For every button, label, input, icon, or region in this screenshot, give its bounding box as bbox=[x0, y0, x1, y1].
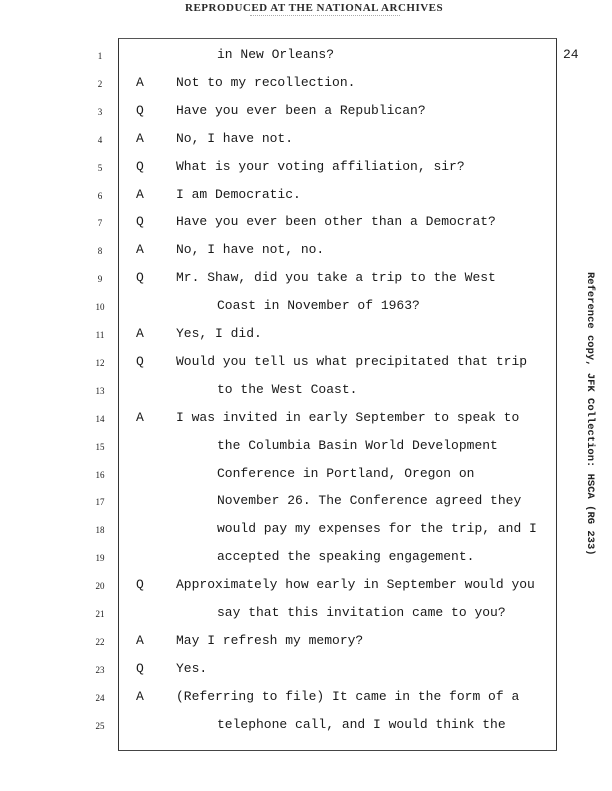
line-text: I am Democratic. bbox=[176, 186, 301, 202]
line-text: Would you tell us what precipitated that trip bbox=[176, 353, 528, 369]
transcript-line bbox=[0, 131, 612, 159]
transcript-line bbox=[0, 633, 612, 661]
line-number: 16 bbox=[95, 469, 105, 480]
line-number: 5 bbox=[97, 162, 103, 173]
line-number: 18 bbox=[95, 525, 105, 536]
transcript-line bbox=[0, 549, 612, 577]
transcript-line bbox=[0, 47, 612, 75]
line-text: say that this invitation came to you? bbox=[217, 605, 506, 620]
transcript-line bbox=[0, 605, 612, 633]
transcript-line bbox=[0, 298, 612, 326]
line-number: 21 bbox=[95, 609, 105, 619]
transcript-line bbox=[0, 242, 612, 270]
transcript-line bbox=[0, 410, 612, 438]
transcript-line bbox=[0, 577, 612, 605]
transcript-line bbox=[0, 75, 612, 103]
speaker-label: Q bbox=[136, 577, 144, 593]
reference-copy-note: Reference copy, JFK Collection: HSCA (RG 233) bbox=[584, 272, 596, 556]
speaker-label: Q bbox=[136, 158, 144, 174]
transcript-line bbox=[0, 214, 612, 242]
line-text: No, I have not. bbox=[176, 130, 294, 146]
speaker-label: A bbox=[136, 74, 144, 90]
speaker-label: Q bbox=[136, 270, 144, 286]
speaker-label: Q bbox=[136, 102, 144, 118]
line-text: What is your voting affiliation, sir? bbox=[176, 158, 465, 174]
line-text: in New Orleans? bbox=[217, 47, 335, 62]
transcript-line bbox=[0, 159, 612, 187]
line-number: 2 bbox=[97, 78, 103, 89]
transcript-line bbox=[0, 270, 612, 298]
transcript-line bbox=[0, 326, 612, 354]
line-number: 15 bbox=[95, 441, 105, 452]
speaker-label: A bbox=[136, 688, 144, 704]
line-number: 6 bbox=[97, 190, 103, 201]
transcript-line bbox=[0, 438, 612, 466]
transcript-line bbox=[0, 103, 612, 131]
transcript-line bbox=[0, 661, 612, 689]
line-text: May I refresh my memory? bbox=[176, 632, 364, 648]
line-number: 9 bbox=[97, 274, 103, 285]
line-text: I was invited in early September to speak to bbox=[176, 409, 520, 425]
line-number: 22 bbox=[95, 636, 105, 647]
line-text: Yes. bbox=[176, 660, 208, 676]
line-text: Not to my recollection. bbox=[176, 74, 356, 90]
line-text: (Referring to file) It came in the form of a bbox=[176, 688, 520, 704]
speaker-label: A bbox=[136, 242, 144, 258]
line-number: 19 bbox=[95, 553, 105, 564]
line-text: No, I have not, no. bbox=[176, 242, 325, 258]
bottom-rule bbox=[118, 750, 557, 751]
line-text: Mr. Shaw, did you take a trip to the West bbox=[176, 270, 496, 286]
transcript-line bbox=[0, 187, 612, 215]
stamp-underline bbox=[250, 15, 400, 20]
line-number: 14 bbox=[95, 413, 105, 424]
archives-stamp: REPRODUCED AT THE NATIONAL ARCHIVES bbox=[185, 2, 444, 14]
line-number: 1 bbox=[97, 51, 103, 61]
speaker-label: Q bbox=[136, 660, 144, 676]
transcript-line bbox=[0, 354, 612, 382]
line-number: 12 bbox=[95, 357, 105, 368]
line-text: Have you ever been other than a Democrat? bbox=[176, 214, 496, 230]
line-text: telephone call, and I would think the bbox=[217, 716, 506, 732]
speaker-label: Q bbox=[136, 214, 144, 230]
line-number: 8 bbox=[97, 246, 103, 257]
speaker-label: A bbox=[136, 409, 144, 425]
line-number: 4 bbox=[97, 134, 103, 145]
speaker-label: Q bbox=[136, 353, 144, 369]
line-text: Yes, I did. bbox=[176, 326, 262, 341]
transcript-line bbox=[0, 493, 612, 521]
line-text: accepted the speaking engagement. bbox=[217, 549, 475, 565]
line-text: November 26. The Conference agreed they bbox=[217, 493, 522, 509]
transcript-line bbox=[0, 521, 612, 549]
line-text: Conference in Portland, Oregon on bbox=[217, 465, 475, 481]
line-text: the Columbia Basin World Development bbox=[217, 437, 498, 453]
transcript-line bbox=[0, 466, 612, 494]
speaker-label: A bbox=[136, 326, 144, 341]
line-number: 3 bbox=[97, 106, 103, 117]
transcript-line bbox=[0, 717, 612, 745]
line-text: Approximately how early in September would you bbox=[176, 577, 535, 593]
speaker-label: A bbox=[136, 186, 144, 202]
speaker-label: A bbox=[136, 632, 144, 648]
line-text: Coast in November of 1963? bbox=[217, 298, 420, 314]
line-text: to the West Coast. bbox=[217, 381, 358, 397]
line-number: 13 bbox=[95, 385, 105, 396]
line-number: 25 bbox=[95, 720, 105, 731]
speaker-label: A bbox=[136, 130, 144, 146]
line-number: 11 bbox=[95, 330, 105, 340]
line-number: 17 bbox=[95, 497, 105, 508]
page-number: 24 bbox=[563, 47, 579, 62]
line-number: 24 bbox=[95, 692, 105, 703]
line-text: Have you ever been a Republican? bbox=[176, 102, 426, 118]
transcript-line bbox=[0, 689, 612, 717]
line-number: 20 bbox=[95, 581, 105, 592]
line-number: 23 bbox=[95, 664, 105, 675]
line-text: would pay my expenses for the trip, and I bbox=[217, 521, 537, 537]
line-number: 7 bbox=[97, 218, 103, 229]
line-number: 10 bbox=[95, 302, 105, 313]
transcript-line bbox=[0, 382, 612, 410]
